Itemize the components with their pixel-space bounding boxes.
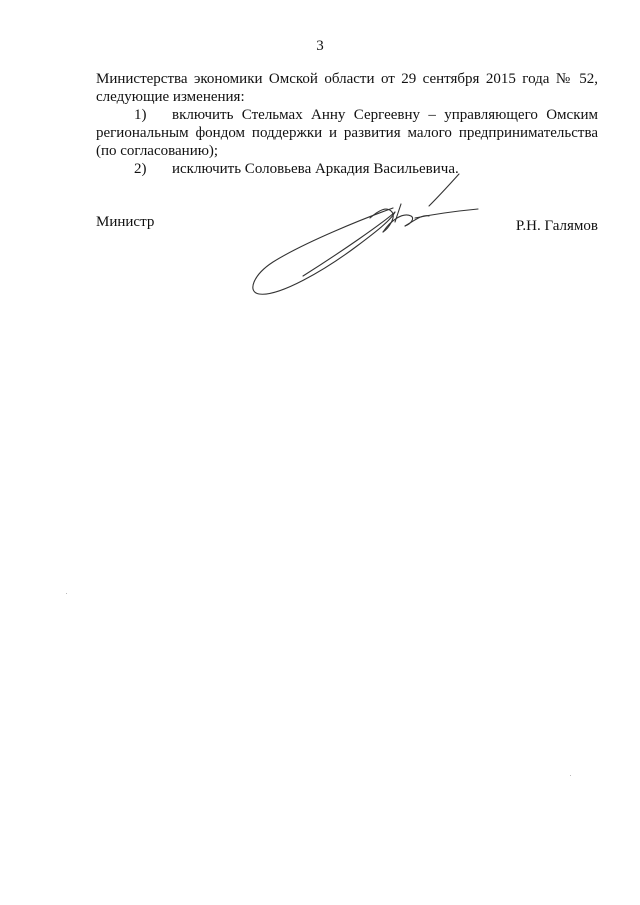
list-item-1-first-line [96,106,598,124]
paragraph-line-2: следующие изменения: [96,89,245,105]
scan-speck [66,593,67,594]
page-number: 3 [316,38,324,54]
signer-role: Министр [96,214,155,230]
signer-name: Р.Н. Галямов [515,218,598,234]
list-item-1-line-3: (по согласованию); [96,143,219,159]
list-item-2-text: исключить Соловьева Аркадия Васильевича. [172,161,459,177]
list-item-1-text: включить Стельмах Анну Сергеевну – управляющего Омским [172,107,598,123]
list-item-2-number: 2) [134,161,147,177]
list-item-1-number: 1) [134,107,147,123]
paragraph-line-1: Министерства экономики Омской области от 29 сентября 2015 года № 52, [96,71,598,87]
list-item-1-line-2: региональным фондом поддержки и развития малого предпринимательства [96,125,598,141]
handwritten-signature [245,160,485,300]
scan-speck [570,775,571,776]
list-item-1 [96,106,598,160]
